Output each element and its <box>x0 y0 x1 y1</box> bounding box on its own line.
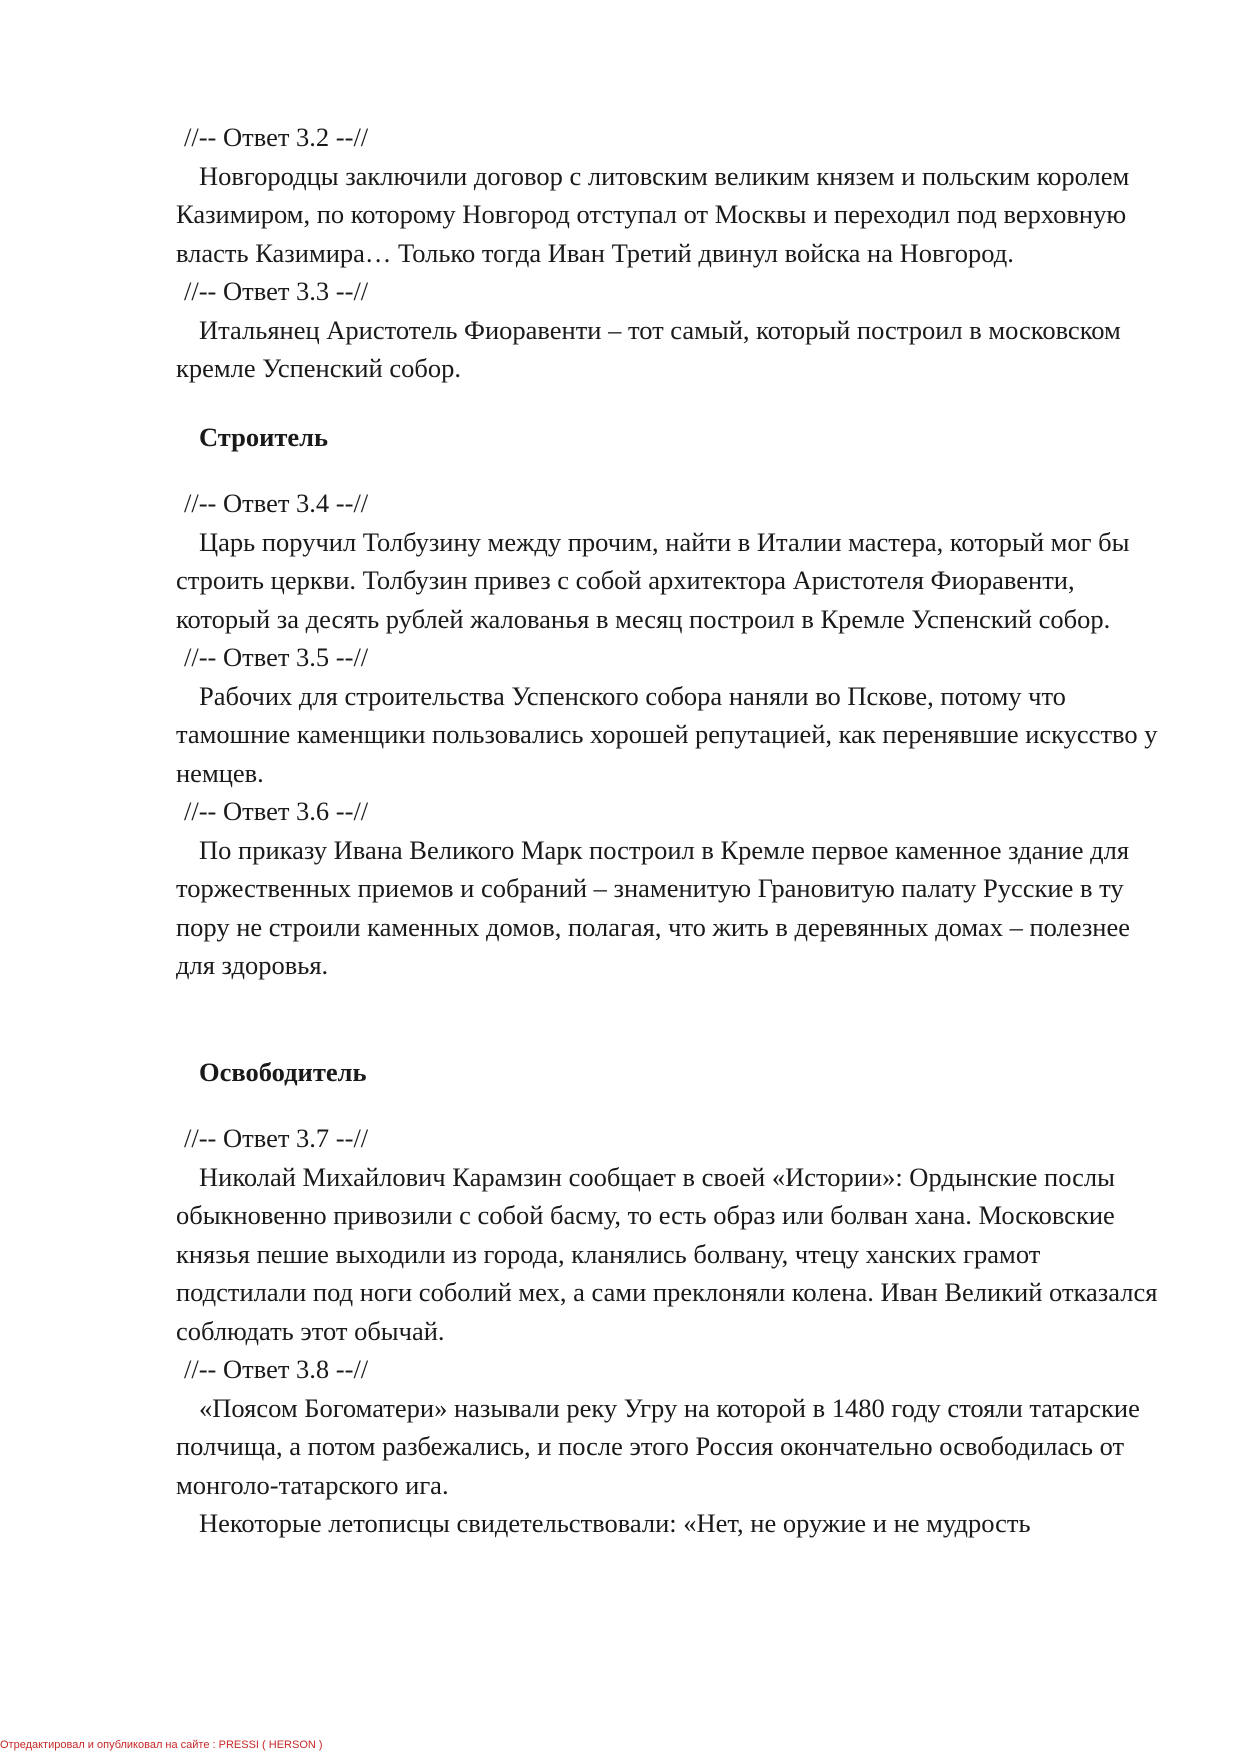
answer-marker-3-6: //-- Ответ 3.6 --// <box>184 796 369 826</box>
answer-marker-3-4: //-- Ответ 3.4 --// <box>184 488 369 518</box>
publisher-footer: Отредактировал и опубликовал на сайте : PRESSI ( HERSON ) <box>0 1739 323 1751</box>
answer-text-3-4: Царь поручил Толбузину между прочим, найти в Италии мастера, который мог бы строить церкви. Толбузин привез с собой архитектора Аристотеля Фиоравенти, который за десять рублей жалованья в месяц построил в Кремле Успенский собор. <box>176 526 1130 634</box>
answer-text-3-7: Николай Михайлович Карамзин сообщает в своей «Истории»: Ордынские послы обыкновенно привозили с собой басму, то есть образ или болван хана. Московские князья пешие выходили из города, кланялись болвану, чтецу ханских грамот подстилали под ноги соболий мех, а сами преклоняли колена. Иван Великий отказался соблюдать этот обычай. <box>176 1161 1158 1346</box>
answer-text-3-5: Рабочих для строительства Успенского собора наняли во Пскове, потому что тамошние каменщики пользовались хорошей репутацией, как перенявшие искусство у немцев. <box>176 680 1158 788</box>
document-body <box>176 118 1161 1543</box>
answer-text-3-3: Итальянец Аристотель Фиоравенти – тот самый, который построил в московском кремле Успенский собор. <box>176 314 1121 383</box>
answer-marker-3-2: //-- Ответ 3.2 --// <box>184 122 369 152</box>
answer-text-3-8-continued: Некоторые летописцы свидетельствовали: «Нет, не оружие и не мудрость <box>199 1508 1031 1538</box>
answer-marker-3-7: //-- Ответ 3.7 --// <box>184 1123 369 1153</box>
answer-marker-3-8: //-- Ответ 3.8 --// <box>184 1354 369 1384</box>
answer-text-3-2: Новгородцы заключили договор с литовским великим князем и польским королем Казимиром, по которому Новгород отступал от Москвы и переходил под верховную власть Казимира… Только тогда Иван Третий двинул войска на Новгород. <box>176 160 1130 268</box>
answer-marker-3-5: //-- Ответ 3.5 --// <box>184 642 369 672</box>
answer-marker-3-3: //-- Ответ 3.3 --// <box>184 276 369 306</box>
answer-text-3-6: По приказу Ивана Великого Марк построил в Кремле первое каменное здание для торжественных приемов и собраний – знаменитую Грановитую палату Русские в ту пору не строили каменных домов, полагая, что жить в деревянных домах – полезнее для здоровья. <box>176 834 1131 980</box>
section-heading-liberator: Освободитель <box>199 1056 367 1087</box>
answer-text-3-8: «Поясом Богоматери» называли реку Угру на которой в 1480 году стояли татарские полчища, а потом разбежались, и после этого Россия окончательно освободилась от монголо-татарского ига. <box>176 1392 1140 1500</box>
section-heading-builder: Строитель <box>199 421 329 452</box>
